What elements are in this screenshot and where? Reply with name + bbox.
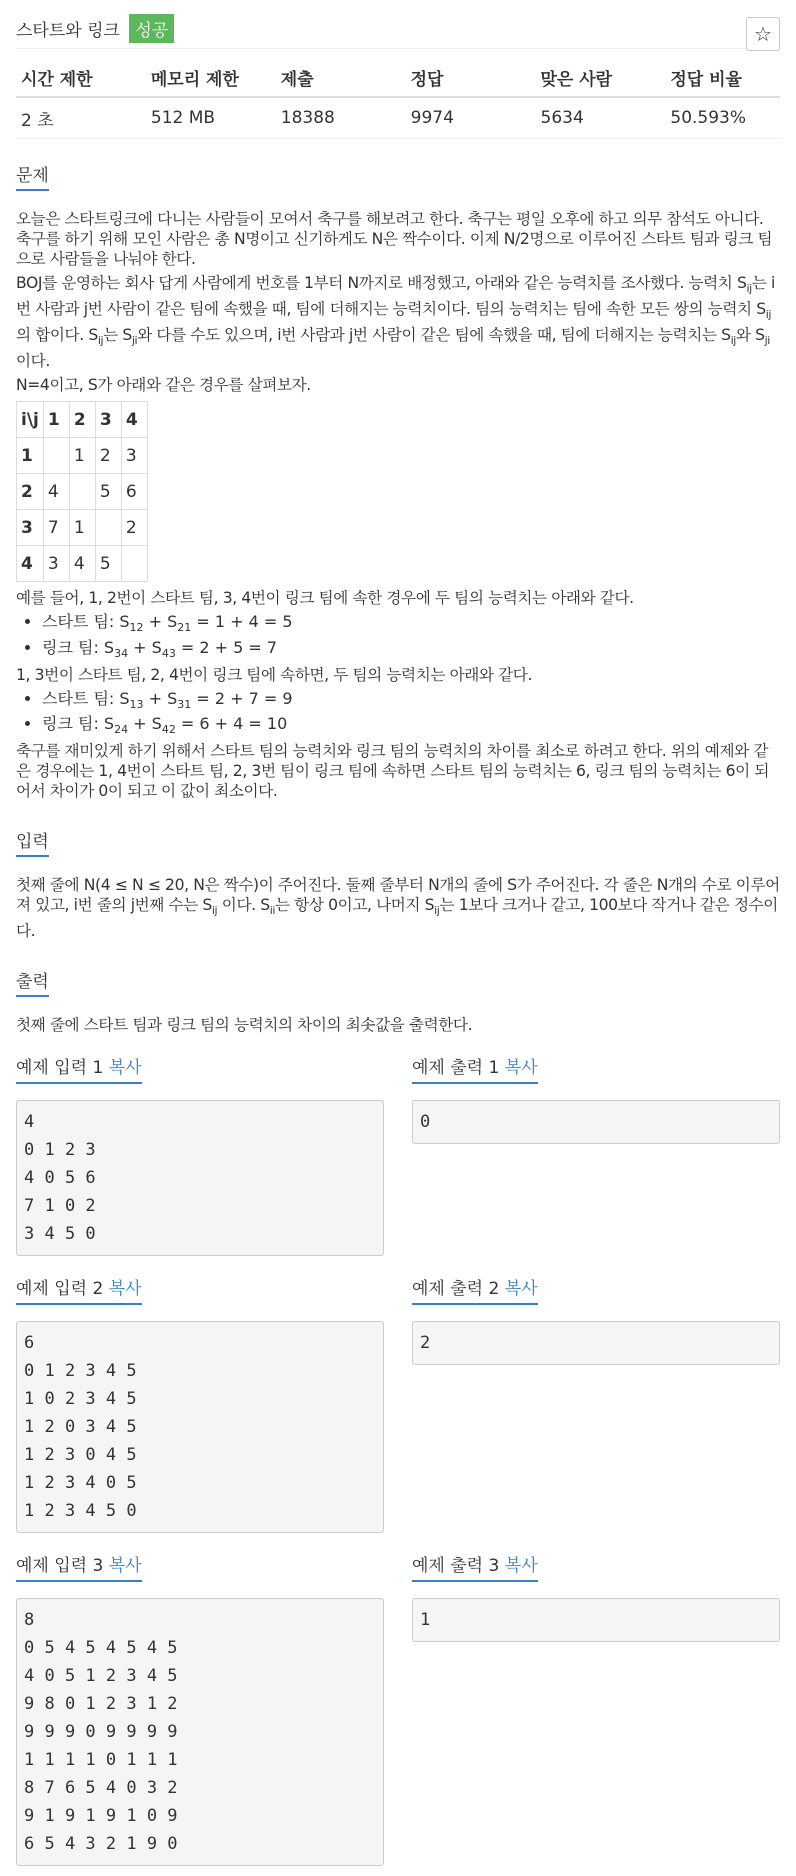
ability-cell [121,546,147,582]
sample-output-label: 예제 출력 3 [412,1556,500,1577]
sample-input-box[interactable]: 8 0 5 4 5 4 5 4 5 4 0 5 1 2 3 4 5 9 8 0 1 2 3 1 2 9 9 9 0 9 9 9 9 1 1 1 1 0 1 1 1 8 7 6 5 4 0 3 2 9 1 9 1 9 1 0 9 6 5 4 3 2 1 9 0 [16,1598,384,1866]
sample-output-box[interactable]: 1 [412,1598,780,1642]
sample-input-heading [16,1274,142,1305]
sample-row [16,1543,780,1876]
ability-cell: 1 [43,402,69,438]
sample-output-label: 예제 출력 2 [412,1279,500,1300]
ability-cell: 4 [17,546,44,582]
info-header-memory: 메모리 제한 [146,59,276,97]
ability-table [16,401,148,582]
output-section [16,945,780,1035]
problem-paragraph: 예를 들어, 1, 2번이 스타트 팀, 3, 4번이 링크 팀에 속한 경우에 두 팀의 능력치는 아래와 같다. [16,589,634,608]
info-value-solved: 5634 [536,97,666,139]
sample-output-box[interactable]: 2 [412,1321,780,1365]
ability-cell: 2 [121,510,147,546]
star-icon[interactable]: ☆ [746,17,780,51]
sample-input-heading [16,1053,142,1084]
info-value-submit: 18388 [276,97,406,139]
problem-paragraph: N=4이고, S가 아래와 같은 경우를 살펴보자. [16,376,311,395]
ability-table-row [17,510,148,546]
info-header-correct: 정답 [406,59,536,97]
info-value-correct: 9974 [406,97,536,139]
problem-heading: 문제 [16,161,49,191]
sample-row [16,1045,780,1266]
ability-cell: 2 [17,474,44,510]
input-heading: 입력 [16,827,49,857]
sample-output-3 [412,1543,780,1876]
sample-output-heading [412,1053,538,1084]
ability-cell: 2 [69,402,95,438]
sample-output-2 [412,1266,780,1543]
sample-input-heading [16,1551,142,1582]
info-value-memory: 512 MB [146,97,276,139]
list-item: • 스타트 팀: $S_{12} + S_{21} = 1 + 4 = 5$ [42,612,780,637]
ability-cell: 5 [95,474,121,510]
ability-cell: 1 [69,438,95,474]
sample-input-box[interactable]: 4 0 1 2 3 4 0 5 6 7 1 0 2 3 4 5 0 [16,1100,384,1256]
problem-section [16,139,780,801]
ability-cell: 4 [121,402,147,438]
copy-button[interactable]: 복사 [108,1279,142,1300]
copy-button[interactable]: 복사 [504,1279,538,1300]
ability-cell: i\j [17,402,44,438]
example-list [16,689,780,739]
ability-cell: 4 [69,546,95,582]
sample-output-box[interactable]: 0 [412,1100,780,1144]
problem-paragraph: 오늘은 스타트링크에 다니는 사람들이 모여서 축구를 해보려고 한다. 축구는 평일 오후에 하고 의무 참석도 아니다. 축구를 하기 위해 모인 사람은 총 N명이고 신기하게도 N은 짝수이다. 이제 N/2명으로 이루어진 스타트 팀과 링크 팀으로 사람들을 나눠야 한다. [16,210,773,268]
problem-title [16,14,174,43]
ability-cell: 7 [43,510,69,546]
example-list [16,612,780,662]
info-value-time: 2 초 [16,97,146,139]
ability-cell: 2 [95,438,121,474]
ability-table-row [17,474,148,510]
ability-cell [43,438,69,474]
info-header-time: 시간 제한 [16,59,146,97]
ability-table-row [17,438,148,474]
copy-button[interactable]: 복사 [504,1556,538,1577]
list-item: • 링크 팀: $S_{34} + S_{43} = 2 + 5 = 7$ [42,638,780,663]
sample-input-box[interactable]: 6 0 1 2 3 4 5 1 0 2 3 4 5 1 2 0 3 4 5 1 2 3 0 4 5 1 2 3 4 0 5 1 2 3 4 5 0 [16,1321,384,1533]
ability-cell: 1 [69,510,95,546]
info-header-solved: 맞은 사람 [536,59,666,97]
ability-table-row [17,546,148,582]
sample-input-1 [16,1045,384,1266]
problem-paragraph: 축구를 재미있게 하기 위해서 스타트 팀의 능력치와 링크 팀의 능력치의 차이를 최소로 하려고 한다. 위의 예제와 같은 경우에는 1, 4번이 스타트 팀, 2, 3번 팀이 링크 팀에 속하면 스타트 팀의 능력치는 6, 링크 팀의 능력치는 6이 되어서 차이가 0이 되고 이 값이 최소이다. [16,742,770,801]
info-value-ratio: 50.593% [665,97,780,139]
ability-cell: 5 [95,546,121,582]
sample-input-label: 예제 입력 1 [16,1058,104,1079]
status-badge: 성공 [129,14,174,43]
problem-info-table [16,59,780,139]
ability-cell: 3 [121,438,147,474]
copy-button[interactable]: 복사 [504,1058,538,1079]
title-row [16,8,780,49]
output-heading: 출력 [16,967,49,997]
list-item: • 스타트 팀: $S_{13} + S_{31} = 2 + 7 = 9$ [42,689,780,714]
problem-paragraph: BOJ를 운영하는 회사 답게 사람에게 번호를 1부터 N까지로 배정했고, 아래와 같은 능력치를 조사했다. 능력치 $S_{ij}$는 i번 사람과 j번 사람이 같은 팀에 속했을 때, 팀에 더해지는 능력치이다. 팀의 능력치는 팀에 속한 모든 쌍의 능력치 $S_{ij}$의 합이다. $S_{ij}$는 $S_{ji}$와 다를 수도 있으며, i번 사람과 j번 사람이 같은 팀에 속했을 때, 팀에 더해지는 능력치는 $S_{ij}$와 $S_{ji}$이다. [16,274,775,371]
sample-input-label: 예제 입력 3 [16,1556,104,1577]
sample-output-1 [412,1045,780,1266]
ability-cell [95,510,121,546]
problem-paragraph: 1, 3번이 스타트 팀, 2, 4번이 링크 팀에 속하면, 두 팀의 능력치는 아래와 같다. [16,665,533,684]
sample-output-label: 예제 출력 1 [412,1058,500,1079]
copy-button[interactable]: 복사 [108,1556,142,1577]
sample-row [16,1266,780,1543]
copy-button[interactable]: 복사 [108,1058,142,1079]
sample-output-heading [412,1274,538,1305]
sample-input-2 [16,1266,384,1543]
info-header-row [16,59,780,97]
sample-output-heading [412,1551,538,1582]
ability-cell: 1 [17,438,44,474]
info-header-ratio: 정답 비율 [665,59,780,97]
input-description: 첫째 줄에 N(4 ≤ N ≤ 20, N은 짝수)이 주어진다. 둘째 줄부터 N개의 줄에 S가 주어진다. 각 줄은 N개의 수로 이루어져 있고, i번 줄의 j번째 수는 $S_{ij}$ 이다. $S_{ii}$는 항상 0이고, 나머지 $S_{ij}$는 1보다 크거나 같고, 100보다 작거나 같은 정수이다. [16,876,780,941]
sample-input-label: 예제 입력 2 [16,1279,104,1300]
ability-cell: 4 [43,474,69,510]
ability-cell: 6 [121,474,147,510]
ability-cell: 3 [43,546,69,582]
ability-cell: 3 [95,402,121,438]
ability-cell: 3 [17,510,44,546]
ability-cell [69,474,95,510]
info-header-submit: 제출 [276,59,406,97]
input-section [16,805,780,941]
problem-title-text: 스타트와 링크 [16,21,120,41]
list-item: • 링크 팀: $S_{24} + S_{42} = 6 + 4 = 10$ [42,714,780,739]
ability-table-row [17,402,148,438]
info-value-row [16,97,780,139]
output-description: 첫째 줄에 스타트 팀과 링크 팀의 능력치의 차이의 최솟값을 출력한다. [16,1016,473,1035]
sample-input-3 [16,1543,384,1876]
